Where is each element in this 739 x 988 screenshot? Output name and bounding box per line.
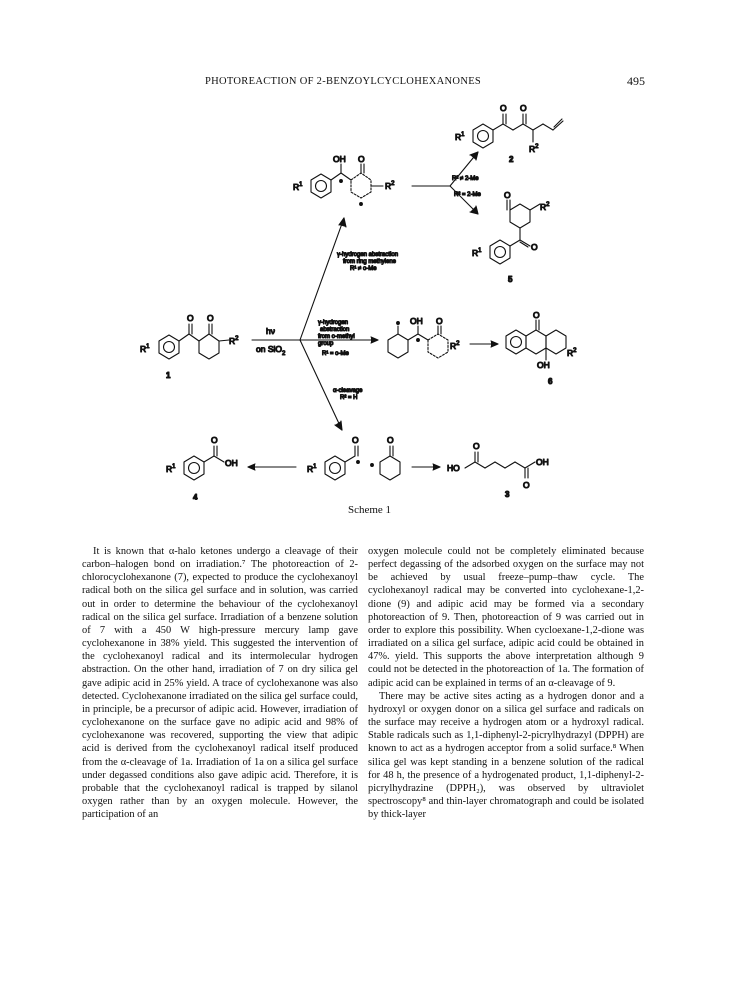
arrowhead-to-4 bbox=[248, 464, 255, 470]
middle-biradical-structure bbox=[388, 322, 448, 358]
label-gamma-ring-3: R¹ ≠ o-Me bbox=[350, 266, 377, 272]
running-head: PHOTOREACTION OF 2-BENZOYLCYCLOHEXANONES bbox=[205, 76, 482, 87]
compound-5-r2: $R^2$ bbox=[540, 202, 550, 212]
biradical-upper-o: O bbox=[358, 154, 365, 164]
compound-2-o1: O bbox=[500, 103, 507, 113]
compound-3-ho: HO bbox=[447, 463, 460, 473]
cond-r2-not-2me: R² ≠ 2-Me bbox=[452, 176, 479, 182]
compound-3-o1: O bbox=[473, 441, 480, 451]
label-gamma-methyl-3: from o-methyl bbox=[318, 334, 355, 340]
right-paragraph: oxygen molecule could not be completely eliminated because perfect degassing of the adsorbed oxygen on the surface may not be achieved by usual freeze–pump–thaw cycle. The cyclohexanoyl radical may be converted into cyclohexane-1,2-dione (9) and adipic acid may be formed via a secondary photoreaction of 9. Then, photoreaction of 9 was carried out in order to explore this possibility. When cycloexane-1,2-dione was irradiated on a silica gel surface, adipic acid could be obtained in 47%. yield. This supports the above interpretation although 9 could not be detected in the photoreaction of 1a. The formation of adipic acid can be explained in terms of an α-cleavage of 9. bbox=[368, 546, 644, 689]
compound-6-oh: OH bbox=[537, 360, 550, 370]
label-alpha-cleavage: α-cleavage bbox=[333, 388, 363, 394]
biradical-middle-r2: $R^2$ bbox=[450, 341, 460, 351]
label-gamma-ring: γ-hydrogen abstraction bbox=[337, 252, 399, 258]
compound-1-structure bbox=[159, 324, 229, 359]
compound-2-r2: $R^2$ bbox=[529, 144, 539, 154]
acyl-o1: O bbox=[352, 435, 359, 445]
compound-4-oh: OH bbox=[225, 458, 238, 468]
compound-5-o: O bbox=[531, 242, 538, 252]
compound-1-r2: $R^2$ bbox=[229, 336, 239, 346]
label-gamma-methyl: γ-hydrogen bbox=[318, 320, 349, 326]
compound-5-structure bbox=[490, 200, 540, 264]
page-number: 495 bbox=[627, 74, 645, 88]
compound-1-ring-o: O bbox=[207, 313, 214, 323]
biradical-middle-oh: OH bbox=[410, 316, 423, 326]
compound-4-r1: $R^1$ bbox=[166, 464, 176, 474]
compound-1-ketone-o: O bbox=[187, 313, 194, 323]
label-gamma-methyl-2: abstraction bbox=[320, 327, 350, 333]
compound-4-structure bbox=[184, 446, 224, 480]
biradical-upper-r2: $R^2$ bbox=[385, 181, 395, 191]
label-gamma-ring-2: from ring methylene bbox=[343, 259, 397, 265]
compound-6-r2: $R^2$ bbox=[567, 348, 577, 358]
label-on-sio2: on SiO$_2$ bbox=[256, 344, 286, 357]
arrowhead-to-3 bbox=[433, 464, 440, 470]
compound-4-o: O bbox=[211, 435, 218, 445]
compound-3-oh: OH bbox=[536, 457, 549, 467]
acyl-radicals-structure bbox=[325, 446, 400, 480]
compound-2-r1: $R^1$ bbox=[455, 132, 465, 142]
compound-number-5: 5 bbox=[508, 275, 513, 284]
right-paragraph: There may be active sites acting as a hydrogen donor and a hydroxyl or oxygen donor on a silica gel surface and radicals on the surface may receive a hydrogen atom or a hydroxyl radical. Stable radicals such as 1,1-diphenyl-2-picrylhydrazyl (DPPH) are known to act as a hydrogen acceptor from a solid surface.⁸ When silica gel was kept standing in a benzene solution of the radical for 48 h, the presence of a hydrogenated product, 1,1-diphenyl-2-picrylhydrazine (DPPH₂), was observed by ultraviolet spectroscopy⁸ and thin-layer chromatograph and could be isolated by thick-layer bbox=[368, 690, 644, 821]
label-gamma-methyl-5: R¹ = o-Me bbox=[322, 351, 349, 357]
compound-3-structure bbox=[465, 452, 535, 478]
left-paragraph: It is known that α-halo ketones undergo a cleavage of their carbon–halogen bond on irradiation.⁷ The photoreaction of 2-chlorocyclohexanone (7), expected to produce the cyclohexanoyl radical both on the silica gel surface and in solution, was carried out in order to determine the behaviour of the cyclohexanoyl radical on the silica gel surface. Irradiation of a benzene solution of 7 with a 450 W high-pressure mercury lamp gave cyclohexanone in 38% yield. This suggested the intervention of the cyclohexanoyl radical and its intermolecular hydrogen abstraction. On the other hand, irradiation of 7 on dry silica gel gave adipic acid in 25% yield. A trace of cyclohexanone was also detected. Cyclohexanone irradiated on the silica gel surface could, in principle, be a precursor of adipic acid. However, irradiation of cyclohexanone on the surface gave no adipic acid and 98% of cyclohexanone was recovered, supporting the view that adipic acid is derived from the cyclohexanoyl radical itself produced from the α-cleavage of 1a. Irradiation of 1a on a silica gel surface under degassed conditions also gave adipic acid. Therefore, it is probable that the cyclohexanoyl radical is trapped by silanol oxygen rather than by an oxygen molecule. However, the participation of an bbox=[82, 546, 358, 821]
label-gamma-methyl-4: group bbox=[318, 341, 334, 347]
biradical-upper-r1: $R^1$ bbox=[293, 182, 303, 192]
acyl-o2: O bbox=[387, 435, 394, 445]
compound-number-3: 3 bbox=[505, 490, 510, 499]
cond-r2-eq-2me: R² = 2-Me bbox=[454, 192, 481, 198]
right-column bbox=[368, 545, 644, 821]
label-hv: hν bbox=[266, 326, 275, 336]
label-alpha-cleavage-2: R² = H bbox=[340, 395, 358, 401]
compound-number-1: 1 bbox=[166, 371, 171, 380]
compound-5-ketone-o: O bbox=[504, 190, 511, 200]
biradical-upper-oh: OH bbox=[333, 154, 346, 164]
compound-number-4: 4 bbox=[193, 493, 198, 500]
upper-branch-arrows bbox=[412, 152, 478, 214]
compound-2-o2: O bbox=[520, 103, 527, 113]
acyl-r1: $R^1$ bbox=[307, 464, 317, 474]
compound-5-r1: $R^1$ bbox=[472, 248, 482, 258]
compound-6-structure bbox=[506, 320, 566, 360]
biradical-middle-o: O bbox=[436, 316, 443, 326]
compound-number-6: 6 bbox=[548, 377, 553, 386]
arrowhead-to-6 bbox=[491, 341, 498, 347]
upper-biradical-structure bbox=[311, 164, 383, 205]
compound-3-o2: O bbox=[523, 480, 530, 490]
compound-6-o: O bbox=[533, 310, 540, 320]
left-column bbox=[82, 545, 358, 821]
compound-2-structure bbox=[473, 114, 563, 148]
compound-1-r1: $R^1$ bbox=[140, 344, 150, 354]
compound-number-2: 2 bbox=[509, 155, 514, 164]
scheme-caption: Scheme 1 bbox=[347, 504, 392, 516]
